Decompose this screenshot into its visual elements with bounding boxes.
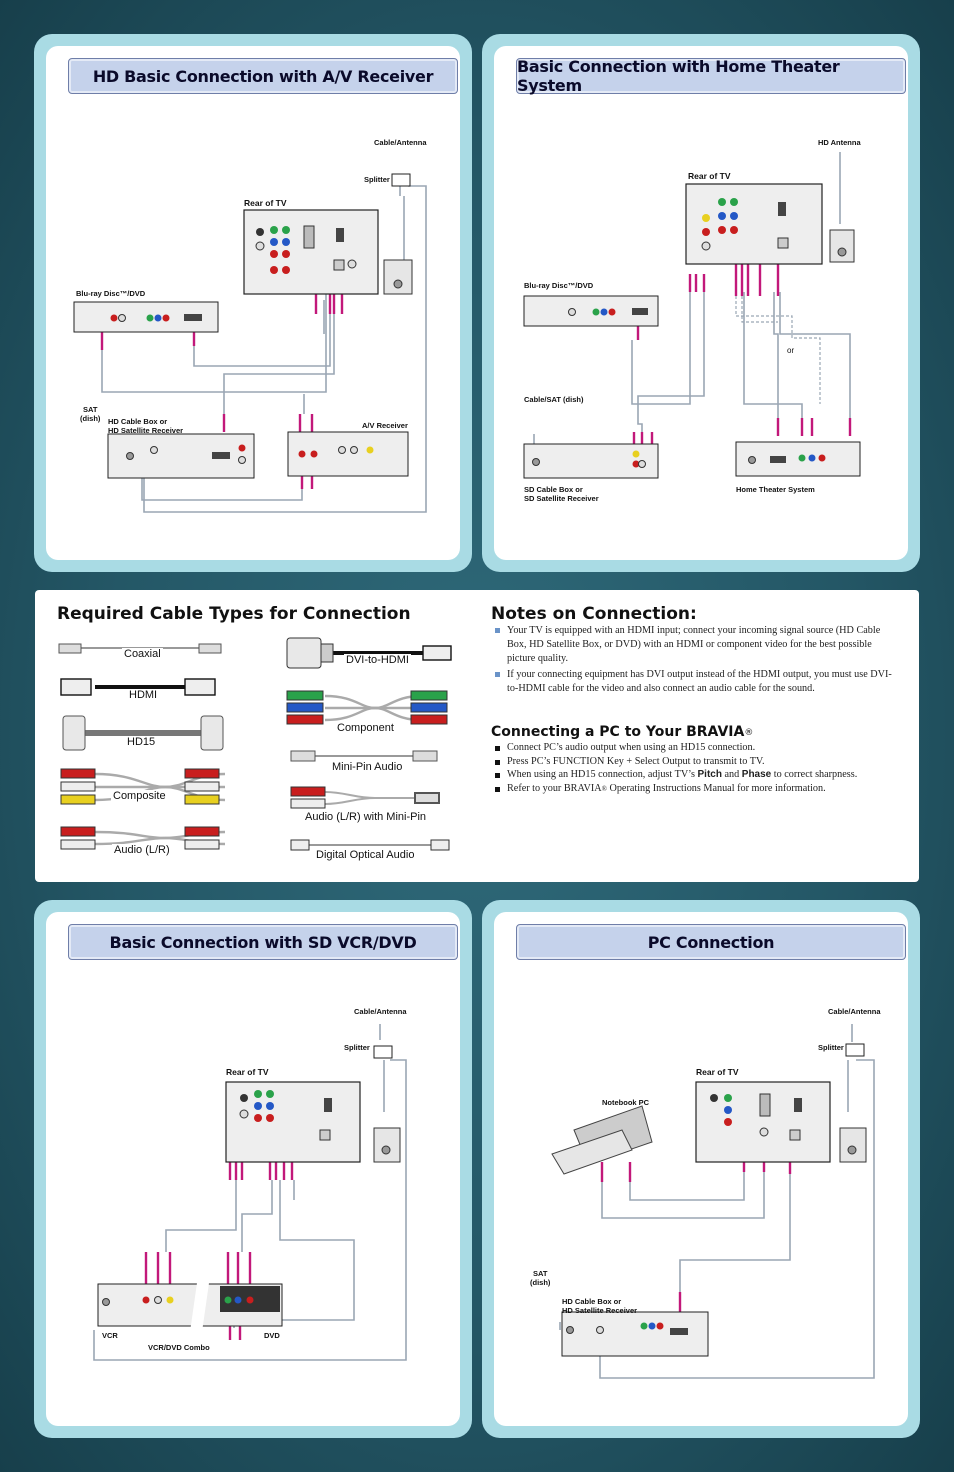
sd-cable-box xyxy=(524,444,658,478)
label-notebook: Notebook PC xyxy=(602,1098,650,1107)
label-bluray: Blu-ray Disc™/DVD xyxy=(76,289,146,298)
vcr-dvd-diagram xyxy=(34,900,472,1438)
panel-title: PC Connection xyxy=(516,924,906,960)
label-rear-tv: Rear of TV xyxy=(244,198,287,208)
label-or: or xyxy=(787,346,795,355)
pc-item: When using an HD15 connection, adjust TV’s Pitch and Phase to correct sharpness. xyxy=(493,769,893,782)
pc-item: Refer to your BRAVIA® Operating Instructions Manual for more information. xyxy=(493,783,893,796)
splitter-icon xyxy=(392,174,410,186)
label-hd-box: HD Cable Box or HD Satellite Receiver xyxy=(108,417,184,435)
panel-title: HD Basic Connection with A/V Receiver xyxy=(68,58,458,94)
label-dvd: DVD xyxy=(264,1331,280,1340)
panel-title: Basic Connection with SD VCR/DVD xyxy=(68,924,458,960)
label-coaxial: Coaxial xyxy=(124,648,161,660)
pc-item: Connect PC’s audio output when using an HD15 connection. xyxy=(493,742,893,755)
label-cable-antenna: Cable/Antenna xyxy=(374,138,427,147)
label-rear-tv: Rear of TV xyxy=(226,1067,269,1077)
label-component: Component xyxy=(337,722,394,734)
av-diagram xyxy=(34,34,472,572)
av-receiver-device xyxy=(288,432,408,476)
label-cable-antenna: Cable/Antenna xyxy=(828,1007,881,1016)
panel-av-receiver xyxy=(34,34,472,572)
note-item: Your TV is equipped with an HDMI input; connect your incoming signal source (HD Cable Box, HD Satellite Box, or DVD) with an HDMI or component video for the best possible picture quality. xyxy=(493,624,893,667)
panel-pc xyxy=(482,900,920,1438)
cables-heading: Required Cable Types for Connection xyxy=(57,604,411,624)
tv-rear-panel xyxy=(244,210,378,294)
label-audio-lr: Audio (L/R) xyxy=(114,844,170,856)
minipin-cable xyxy=(291,751,437,761)
label-splitter: Splitter xyxy=(364,175,390,184)
label-hd15: HD15 xyxy=(127,736,156,748)
panel-home-theater xyxy=(482,34,920,572)
component-cable xyxy=(287,691,447,724)
tv-rear-panel xyxy=(686,184,822,264)
label-av-receiver: A/V Receiver xyxy=(362,421,408,430)
label-rear-tv: Rear of TV xyxy=(696,1067,739,1077)
panel-vcr-dvd xyxy=(34,900,472,1438)
notes-heading: Notes on Connection: xyxy=(491,604,697,624)
label-composite: Composite xyxy=(113,790,166,802)
notes-list xyxy=(493,624,893,697)
cable-notes-panel xyxy=(35,590,919,882)
pc-heading: Connecting a PC to Your BRAVIA® xyxy=(491,724,754,740)
tv-rear-panel xyxy=(226,1082,360,1162)
audio-minipin-cable xyxy=(291,787,439,808)
label-bluray: Blu-ray Disc™/DVD xyxy=(524,281,594,290)
label-hdmi: HDMI xyxy=(129,689,158,701)
label-home-theater: Home Theater System xyxy=(736,485,815,494)
label-optical: Digital Optical Audio xyxy=(316,849,415,861)
label-cable-sat: Cable/SAT (dish) xyxy=(524,395,584,404)
label-vcr: VCR xyxy=(102,1331,118,1340)
label-sat: SAT (dish) xyxy=(80,405,101,423)
panel-title: Basic Connection with Home Theater System xyxy=(516,58,906,94)
splitter-icon xyxy=(846,1044,864,1056)
label-cable-antenna: Cable/Antenna xyxy=(354,1007,407,1016)
splitter-icon xyxy=(374,1046,392,1058)
label-splitter: Splitter xyxy=(344,1043,370,1052)
label-combo: VCR/DVD Combo xyxy=(148,1343,210,1352)
label-sd-box: SD Cable Box or SD Satellite Receiver xyxy=(524,485,599,503)
label-audio-minipin: Audio (L/R) with Mini-Pin xyxy=(305,811,427,823)
label-minipin: Mini-Pin Audio xyxy=(332,761,403,773)
pc-diagram xyxy=(482,900,920,1438)
label-hd-box: HD Cable Box or HD Satellite Receiver xyxy=(562,1297,638,1315)
label-splitter: Splitter xyxy=(818,1043,844,1052)
label-sat: SAT (dish) xyxy=(530,1269,551,1287)
cable-illustrations xyxy=(35,590,475,882)
pc-item: Press PC’s FUNCTION Key + Select Output to transmit to TV. xyxy=(493,756,893,769)
label-rear-tv: Rear of TV xyxy=(688,171,731,181)
label-dvi-hdmi: DVI-to-HDMI xyxy=(346,654,409,666)
pc-list xyxy=(493,742,893,796)
label-hd-antenna: HD Antenna xyxy=(818,138,861,147)
note-item: If your connecting equipment has DVI output instead of the HDMI output, you must use DVI-to-HDMI cable for the video and also connect an audio cable for the sound. xyxy=(493,668,893,696)
